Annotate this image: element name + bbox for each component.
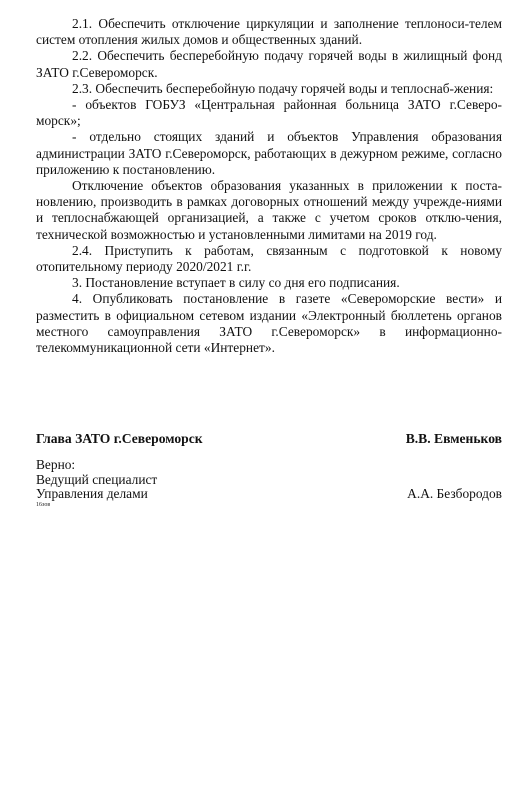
paragraph-hospital: - объектов ГОБУЗ «Центральная районная больница ЗАТО г.Северо-морск»; [36,97,502,129]
verification-name: А.А. Безбородов [407,486,502,502]
paragraph-4: 4. Опубликовать постановление в газете «Североморские вести» и разместить в официальном сетевом издании «Электронный бюллетень органов местного самоуправления ЗАТО г.Североморск» в информационно-телекоммуникационной сети «Интернет». [36,291,502,356]
signature-name: В.В. Евменьков [405,431,502,446]
verification-block [36,458,502,509]
paragraph-2-4: 2.4. Приступить к работам, связанным с подготовкой к новому отопительному периоду 2020/2021 г.г. [36,242,502,275]
document-body [36,16,502,356]
paragraph-education-objects: - отдельно стоящих зданий и объектов Управления образования администрации ЗАТО г.Североморск, работающих в дежурном режиме, согласно приложению к постановлению. [36,129,502,177]
verification-line2: Управления делами [36,486,148,502]
verification-row [36,487,502,502]
verification-label: Верно: [36,457,76,472]
signature-block [36,431,502,447]
paragraph-2-3: 2.3. Обеспечить бесперебойную подачу горячей воды и теплоснаб-жения: [72,80,494,96]
verification-line1: Ведущий специалист [36,471,158,487]
paragraph-2-1: 2.1. Обеспечить отключение циркуляции и заполнение теплоноси-телем систем отопления жилых домов и общественных зданий. [36,16,502,48]
paragraph-disconnection: Отключение объектов образования указанных в приложении к поста-новлению, производить в рамках договорных отношений между учрежде-ниями и теплоснабжающей организацией, а также с учетом сроков отклю-чения, технической возможностью и установленными лимитами на 2019 год. [36,178,502,242]
executor-note: 16зов [36,501,51,508]
signature-position: Глава ЗАТО г.Североморск [36,431,203,446]
paragraph-3: 3. Постановление вступает в силу со дня его подписания. [72,275,400,291]
paragraph-2-2: 2.2. Обеспечить бесперебойную подачу горячей воды в жилищный фонд ЗАТО г.Североморск. [36,48,502,80]
